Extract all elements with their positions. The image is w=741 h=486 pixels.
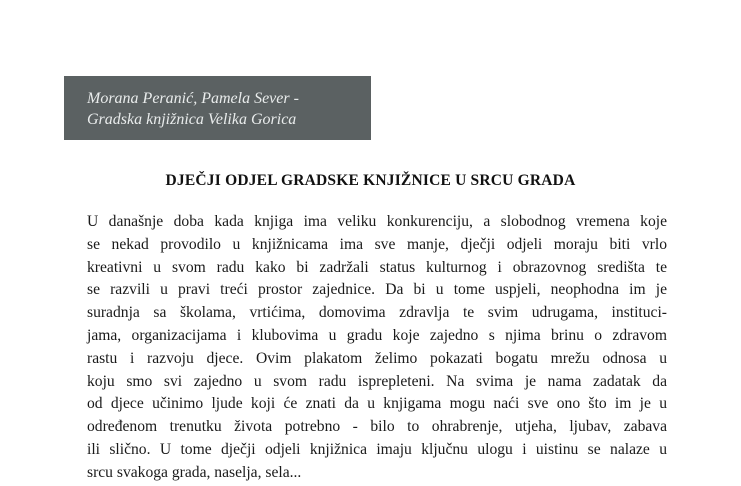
body-line: suradnja sa školama, vrtićima, domovima zdravlja te svim udrugama, instituci- [87,304,667,322]
body-line: kreativni u svom radu kako bi zadržali status kulturnog i obrazovnog središta te [87,258,667,276]
article-title: DJEČJI ODJEL GRADSKE KNJIŽNICE U SRCU GRADA [165,172,576,189]
body-line: srcu svakoga grada, naselja, sela... [87,463,302,481]
body-line: se nekad provodilo u knjižnicama ima sve manje, dječji odjeli moraju biti vrlo [87,235,667,253]
author-box [64,76,371,140]
body-line: rastu i razvoju djece. Ovim plakatom želimo pokazati bogatu mrežu odnosa u [87,349,667,367]
author-names: Morana Peranić, Pamela Sever - [87,90,299,107]
body-line: U današnje doba kada knjiga ima veliku konkurenciju, a slobodnog vremena koje [87,213,667,230]
article-body [87,211,667,485]
author-institution: Gradska knjižnica Velika Gorica [87,111,297,128]
body-line: se razvili u pravi treći prostor zajednice. Da bi u tome uspjeli, neophodna im je [87,281,667,299]
body-line: ili slično. U tome dječji odjeli knjižnica imaju ključnu ulogu i uistinu se nalaze u [87,440,667,458]
body-line: jama, organizacijama i klubovima u gradu koje zajedno s njima brinu o zdravom [87,326,667,344]
body-line: od djece učinimo ljude koji će znati da u knjigama mogu naći sve ono što im je u [87,395,667,413]
body-line: koju smo svi zajedno u svom radu isprepleteni. Na svima je nama zadatak da [87,372,667,390]
body-line: određenom trenutku života potrebno - bilo to ohrabrenje, utjeha, ljubav, zabava [87,418,667,436]
